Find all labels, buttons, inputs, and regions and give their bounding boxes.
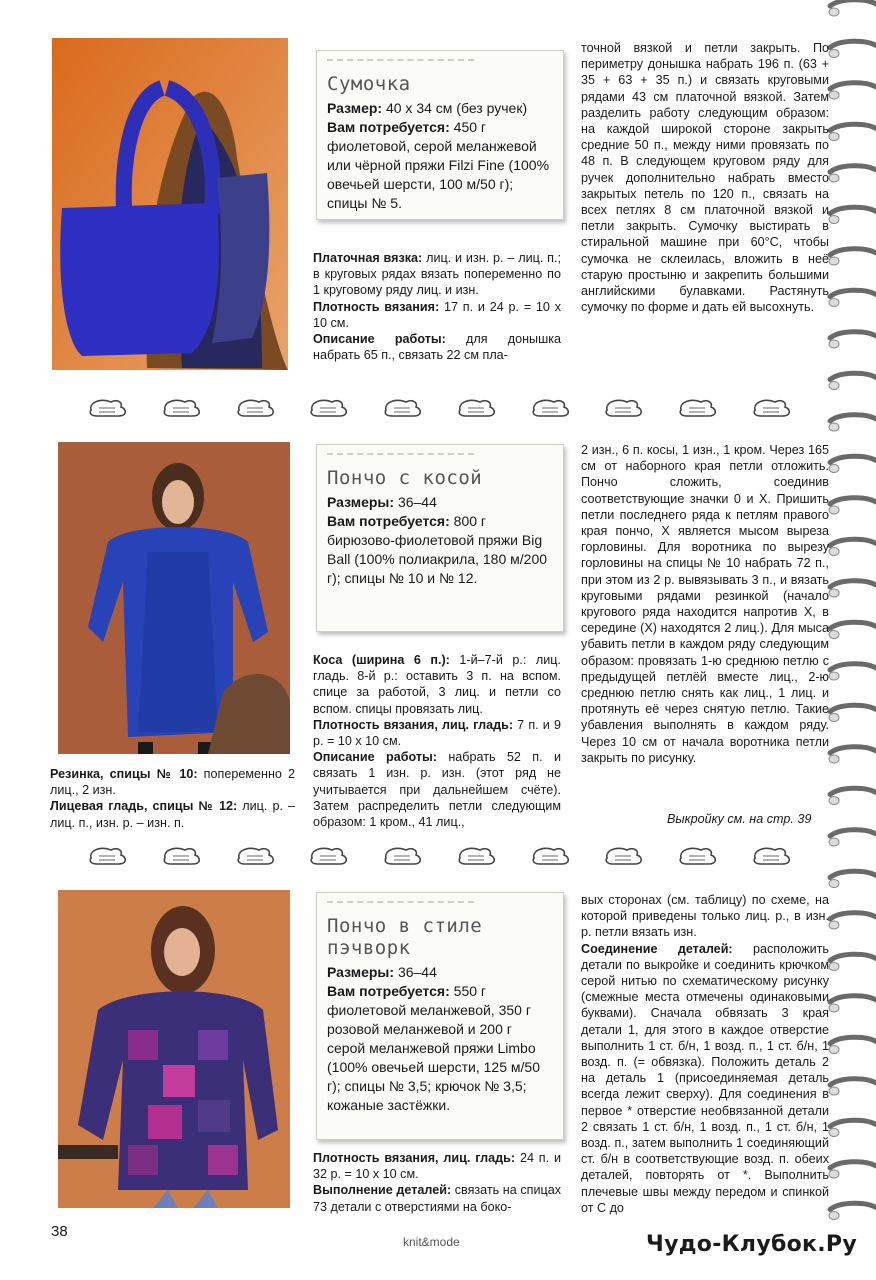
mitten-icon xyxy=(454,844,500,868)
binding-hole xyxy=(829,921,839,929)
binding-hole xyxy=(829,216,839,224)
mitten-icon xyxy=(380,844,426,868)
mitten-icon xyxy=(85,396,131,420)
bag-instructions-col1: Платочная вязка: лиц. и изн. р. – лиц. п.; в круговых рядах вязать попеременно по 1 круговому ряду лиц. и изн. Плотность вязания: 17 п. и 24 р. = 10 х 10 см. Описание работы: для донышка набрать 65 п., связать 22 см пла- xyxy=(313,251,562,363)
mitten-icon xyxy=(233,844,279,868)
spiral-ring xyxy=(830,830,876,836)
spiral-ring xyxy=(830,0,876,6)
binding-hole xyxy=(829,257,839,265)
mitten-icon xyxy=(675,844,721,868)
poncho-cable-stitches: Резинка, спицы № 10: попеременно 2 лиц., 2 изн. Лицевая гладь, спицы № 12: лиц. р. – лиц. п., изн. р. – изн. п. xyxy=(50,767,296,830)
mitten-icon xyxy=(601,396,647,420)
binding-hole xyxy=(829,548,839,556)
binding-hole xyxy=(829,1004,839,1012)
mitten-icon xyxy=(454,396,500,420)
spiral-ring xyxy=(830,1203,876,1209)
spiral-ring xyxy=(830,705,876,711)
mitten-icon xyxy=(601,844,647,868)
poncho-patchwork-info-card xyxy=(316,892,564,1140)
poncho-cable-info-card xyxy=(316,444,564,632)
spiral-ring xyxy=(830,290,876,296)
poncho-patchwork-instructions-col1: Плотность вязания, лиц. гладь: 24 п. и 32 р. = 10 х 10 см. Выполнение деталей: связать на спицах 73 детали с отверстиями на боко- xyxy=(313,1151,562,1214)
card-decoration xyxy=(327,453,474,461)
bag-info-card xyxy=(316,50,564,220)
spiral-ring xyxy=(830,954,876,960)
page-number: 38 xyxy=(51,1223,68,1240)
card-decoration xyxy=(327,59,474,67)
binding-hole xyxy=(829,506,839,514)
binding-hole xyxy=(829,1046,839,1054)
binding-hole xyxy=(829,174,839,182)
spiral-ring xyxy=(830,1079,876,1085)
materials-label: Вам потребуется: xyxy=(327,983,450,999)
spiral-binding xyxy=(826,0,876,1280)
spiral-ring xyxy=(830,332,876,338)
materials-value: 450 г фиолетовой, серой меланжевой или чёрной пряжи Filzi Fine (100% овечьей шерсти, 100 м/50 г); спицы № 5. xyxy=(327,119,550,211)
mitten-icon xyxy=(159,396,205,420)
binding-hole xyxy=(829,714,839,722)
spiral-ring xyxy=(830,1037,876,1043)
size-label: Размеры: xyxy=(327,964,395,980)
mitten-icon xyxy=(749,396,795,420)
materials-value: 550 г фиолетовой меланжевой, 350 г розовой меланжевой и 200 г серой меланжевой пряжи Limbo (100% овечьей шерсти, 125 м/50 г); спицы № 3,5; крючок № 3,5; кожаные застёжки. xyxy=(327,983,540,1113)
spiral-ring xyxy=(830,664,876,670)
spiral-ring xyxy=(830,1120,876,1126)
spiral-ring xyxy=(830,41,876,47)
spiral-ring xyxy=(830,207,876,213)
spiral-ring xyxy=(830,622,876,628)
binding-hole xyxy=(829,880,839,888)
mitten-separator xyxy=(85,396,795,420)
binding-hole xyxy=(829,963,839,971)
mitten-icon xyxy=(306,844,352,868)
size-label: Размер: xyxy=(327,100,383,116)
spiral-ring xyxy=(830,498,876,504)
binding-hole xyxy=(829,797,839,805)
materials-value: 800 г бирюзово-фиолетовой пряжи Big Ball (100% полиакрила, 180 м/200 г); спицы № 10 и № 12. xyxy=(327,513,548,586)
binding-hole xyxy=(829,1087,839,1095)
spiral-ring xyxy=(830,249,876,255)
size-value: 36–44 xyxy=(397,494,437,510)
magazine-brand: knit&mode xyxy=(403,1235,460,1249)
spiral-ring xyxy=(830,539,876,545)
card-decoration xyxy=(327,901,474,909)
binding-hole xyxy=(829,1129,839,1137)
binding-hole xyxy=(829,672,839,680)
mitten-icon xyxy=(749,844,795,868)
binding-hole xyxy=(829,1170,839,1178)
mitten-icon xyxy=(306,396,352,420)
binding-hole xyxy=(829,423,839,431)
bag-photo xyxy=(52,38,288,370)
materials-label: Вам потребуется: xyxy=(327,513,450,529)
mitten-icon xyxy=(159,844,205,868)
size-value: 40 х 34 см (без ручек) xyxy=(385,100,528,116)
mitten-icon xyxy=(380,396,426,420)
site-watermark: Чудо-Клубок.Ру xyxy=(646,1232,857,1257)
spiral-ring xyxy=(830,747,876,753)
pattern-reference-note: Выкройку см. на стр. 39 xyxy=(667,812,812,826)
poncho-patchwork-photo xyxy=(58,890,290,1208)
section-title: Пончо с косой xyxy=(327,467,483,489)
section-title: Пончо в стиле пэчворк xyxy=(327,915,483,959)
mitten-icon xyxy=(233,396,279,420)
poncho-cable-instructions-col1: Коса (ширина 6 п.): 1-й–7-й р.: лиц. гладь. 8-й р.: оставить 3 п. на вспом. спице за работой, 3 лиц. и петли со вспом. спицы провязать лиц. Плотность вязания, лиц. гладь: 7 п. и 9 р. = 10 х 10 см. Описание работы: набрать 52 п. и связать 1 изн. р. изн. (этот ряд не учитывается при дальнейшем счёте). Затем распределить петли следующим образом: 1 кром., 41 лиц., xyxy=(313,653,561,830)
binding-hole xyxy=(829,382,839,390)
binding-hole xyxy=(829,838,839,846)
spiral-ring xyxy=(830,415,876,421)
section-title: Сумочка xyxy=(327,73,411,95)
binding-hole xyxy=(829,299,839,307)
mitten-icon xyxy=(528,396,574,420)
binding-hole xyxy=(829,8,839,16)
spiral-ring xyxy=(830,581,876,587)
binding-hole xyxy=(829,755,839,763)
binding-hole xyxy=(829,465,839,473)
mitten-icon xyxy=(675,396,721,420)
spiral-ring xyxy=(830,373,876,379)
binding-hole xyxy=(829,631,839,639)
materials-label: Вам потребуется: xyxy=(327,119,450,135)
poncho-cable-photo xyxy=(58,442,290,754)
spiral-ring xyxy=(830,83,876,89)
poncho-cable-instructions-col2: 2 изн., 6 п. косы, 1 изн., 1 кром. Через 165 см от наборного края петли отложить. Пончо сложить, соединив соответствующие значки 0 и Х. Пришить петли последнего ряда к петлям правого края пончо, Х является мысом выреза горловины. Для воротника по вырезу горловины на спицы № 10 набрать 72 п., при этом из 2 р. вывязывать 3 п., и вязать круговыми рядами резинкой (начало кругового ряда находится напротив Х, в середине (Х) находятся 2 лиц.). Для мыса убавить петли в каждом ряду следующим образом: провязать 1-ю среднюю петлю с предыдущей петлёй вместе лиц., 2-ю среднюю петлю снять как лиц., 1 лиц. и протянуть её через снятую петлю. Такие убавления выполнять в каждом ряду. Через 10 см от начала воротника петли закрыть по рисунку. xyxy=(581,443,829,765)
spiral-ring xyxy=(830,1162,876,1168)
mitten-icon xyxy=(85,844,131,868)
spiral-ring xyxy=(830,871,876,877)
mitten-icon xyxy=(528,844,574,868)
mitten-separator xyxy=(85,844,795,868)
binding-hole xyxy=(829,1212,839,1220)
size-label: Размеры: xyxy=(327,494,395,510)
binding-hole xyxy=(829,91,839,99)
spiral-ring xyxy=(830,124,876,130)
spiral-ring xyxy=(830,788,876,794)
spiral-ring xyxy=(830,166,876,172)
poncho-patchwork-instructions-col2: вых сторонах (см. таблицу) по схеме, на которой приведены только лиц. р., в изн. р. петли вязать изн. Соединение деталей: расположить детали по выкройке и соединить крючком серой нитью по схематическому рисунку (смежные места отмечены одинаковыми буквами). Сначала обвязать 3 края детали 1, для этого в каждое отверстие выполнить 1 ст. б/н, 1 возд. п., 1 ст. б/н, 1 возд. п. (= обвязка). Положить деталь 2 на деталь 1 (присоединяемая деталь всегда лежит сверху). Для соединения в первое * отверстие необвязанной детали 2 связать 1 ст. б/н, 1 возд. п., 1 ст. б/н, 1 возд. п., затем выполнить 1 соединяющий ст. б/н в соответствующие возд. п. обеих деталей, повторять от *. Выполнить плечевые швы между передом и спинкой от С до xyxy=(581,893,829,1215)
spiral-ring xyxy=(830,996,876,1002)
spiral-ring xyxy=(830,913,876,919)
binding-hole xyxy=(829,133,839,141)
size-value: 36–44 xyxy=(397,964,437,980)
binding-hole xyxy=(829,50,839,58)
binding-hole xyxy=(829,589,839,597)
spiral-ring xyxy=(830,456,876,462)
bag-instructions-col2: точной вязкой и петли закрыть. По периметру донышка набрать 196 п. (63 + 35 + 63 + 35 п.) и связать круговыми рядами 43 см платочной вязкой. Затем разделить работу следующим образом: на каждой широкой стороне закрыть средние 50 п., между ними провязать по 48 п. В следующем круговом ряду для ручек дополнительно набрать вместо закрытых петель по 120 п., связать на всех петлях 8 см платочной вязкой и петли закрыть. Сумочку выстирать в стиральной машине при 60°С, чтобы сумочка не склеилась, вложить в неё старую простыню и закрепить большими английскими булавками. Растянуть сумочку по форме и дать ей высохнуть. xyxy=(581,41,829,315)
binding-hole xyxy=(829,340,839,348)
